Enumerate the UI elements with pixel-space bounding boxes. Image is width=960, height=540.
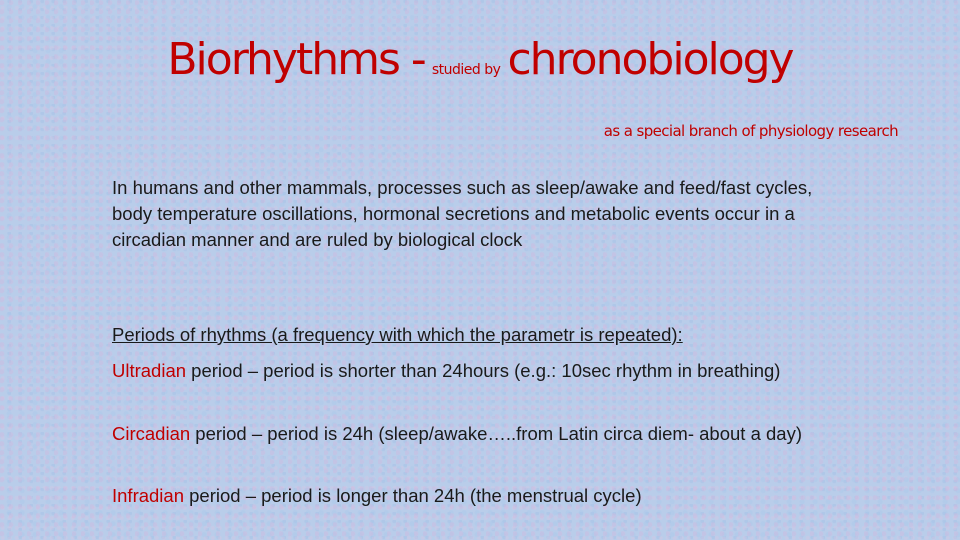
period-term: Circadian xyxy=(112,423,191,444)
periods-heading: Periods of rhythms (a frequency with which the parametr is repeated): xyxy=(112,324,683,345)
period-term: Infradian xyxy=(112,485,184,506)
slide-title xyxy=(0,34,960,85)
period-description: period – period is longer than 24h (the menstrual cycle) xyxy=(184,485,642,506)
period-infradian xyxy=(112,483,812,509)
period-term: Ultradian xyxy=(112,360,187,381)
title-end: chronobiology xyxy=(507,34,793,85)
slide-subtitle: as a special branch of physiology research xyxy=(603,122,898,140)
intro-paragraph: In humans and other mammals, processes such as sleep/awake and feed/fast cycles, body temperature oscillations, hormonal secretions and metabolic events occur in a circadian manner and are ruled by biological clock xyxy=(112,177,813,250)
period-description: period – period is 24h (sleep/awake…..from Latin circa diem- about a day) xyxy=(190,423,802,444)
period-ultradian xyxy=(112,358,812,384)
title-connector: studied by xyxy=(431,62,501,78)
title-main: Biorhythms - xyxy=(167,34,425,85)
period-circadian xyxy=(112,421,812,447)
period-description: period – period is shorter than 24hours (e.g.: 10sec rhythm in breathing) xyxy=(186,360,781,381)
